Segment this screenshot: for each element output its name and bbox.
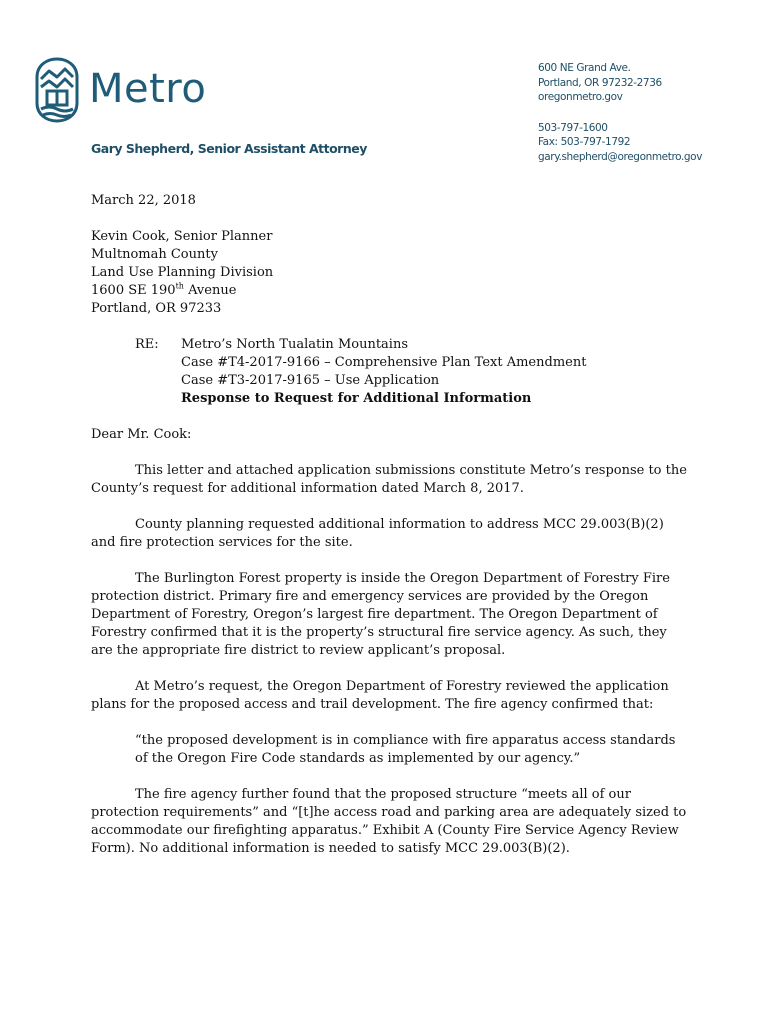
paragraph: This letter and attached application submissions constitute Metro’s response to the County’s request for additional information dated March 8, 2017. [91,463,687,496]
paragraph: The fire agency further found that the proposed structure “meets all of our protection requirements” and “[t]he access road and parking area are adequately sized to accommodate our firefighting apparatus.” Exhibit A (County Fire Service Agency Review Form). No additional information is needed to satisfy MCC 29.003(B)(2). [91,787,687,856]
metro-logo-mark-icon [33,57,81,123]
contact-street: 600 NE Grand Ave. [538,62,631,74]
contact-phone: 503-797-1600 [538,121,608,134]
recipient-address [91,228,691,318]
paragraph: At Metro’s request, the Oregon Department of Forestry reviewed the application plans for the proposed access and trail development. The fire agency confirmed that: [91,679,669,712]
re-block [91,336,691,408]
re-label: RE: [135,337,159,352]
recipient-org: Multnomah County [91,247,218,262]
re-lines [181,336,586,408]
recipient-city: Portland, OR 97233 [91,301,222,316]
paragraph: County planning requested additional information to address MCC 29.003(B)(2) and fire protection services for the site. [91,517,664,550]
contact-block [538,61,763,164]
re-subject: Response to Request for Additional Information [181,391,532,406]
recipient-street: 1600 SE 190th Avenue [91,281,237,298]
recipient-name: Kevin Cook, Senior Planner [91,229,273,244]
contact-city: Portland, OR 97232-2736 [538,76,662,89]
paragraph: The Burlington Forest property is inside the Oregon Department of Forestry Fire protection district. Primary fire and emergency services are provided by the Oregon Department of Forestry, Oregon’s largest fire department. The Oregon Department of Forestry confirmed that it is the property’s structural fire service agency. As such, they are the appropriate fire district to review applicant’s proposal. [91,571,670,658]
metro-wordmark: Metro [89,66,207,112]
letter-date: March 22, 2018 [91,193,196,208]
re-line: Case #T3-2017-9165 – Use Application [181,373,440,388]
metro-logo [33,57,208,127]
block-quote: “the proposed development is in compliance with fire apparatus access standards of the Oregon Fire Code standards as implemented by our agency.” [135,733,676,766]
re-line: Metro’s North Tualatin Mountains [181,337,408,352]
re-line: Case #T4-2017-9166 – Comprehensive Plan Text Amendment [181,355,587,370]
sender-name-title: Gary Shepherd, Senior Assistant Attorney [91,141,367,156]
letter-body [91,192,691,858]
contact-fax: Fax: 503-797-1792 [538,136,631,148]
salutation: Dear Mr. Cook: [91,427,192,442]
contact-email[interactable]: gary.shepherd@oregonmetro.gov [538,150,703,163]
recipient-division: Land Use Planning Division [91,265,274,280]
contact-web[interactable]: oregonmetro.gov [538,91,623,103]
